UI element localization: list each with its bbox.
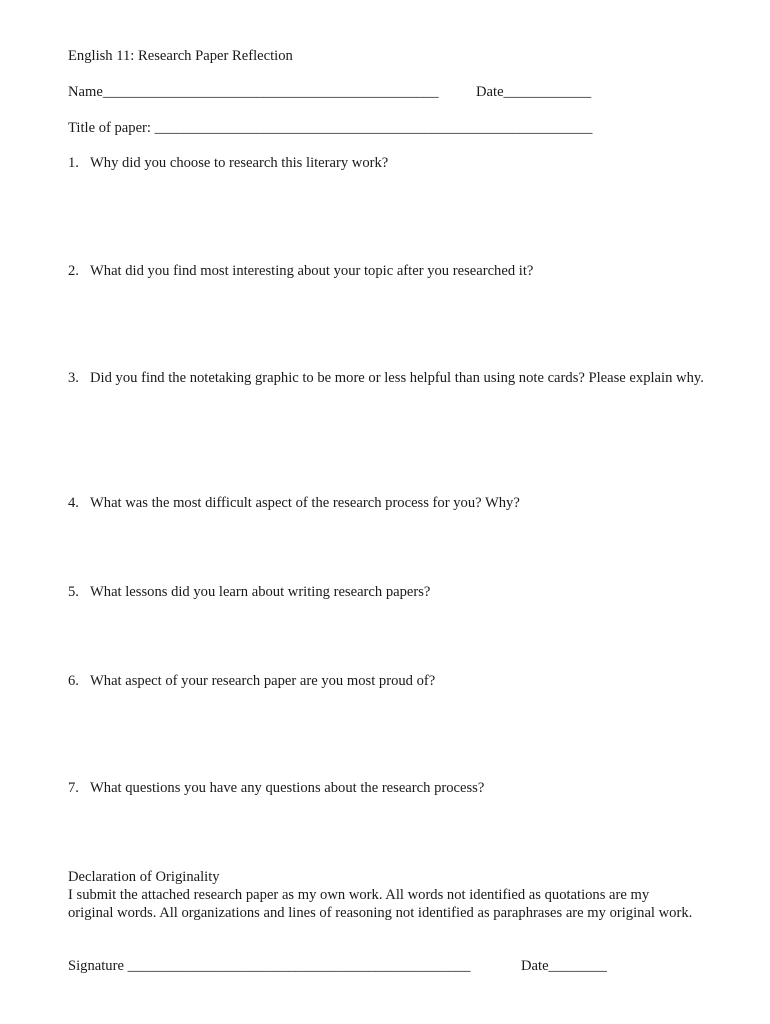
signature-field: Signature _______________________________________________ bbox=[68, 958, 471, 974]
declaration-of-originality bbox=[68, 868, 698, 922]
question-4 bbox=[68, 494, 708, 512]
question-number: 6. bbox=[68, 673, 79, 689]
question-number: 1. bbox=[68, 155, 79, 171]
question-text: What did you find most interesting about your topic after you researched it? bbox=[90, 263, 534, 279]
question-text: What lessons did you learn about writing research papers? bbox=[90, 584, 431, 600]
question-2 bbox=[68, 262, 708, 280]
signature-date-field: Date________ bbox=[521, 958, 607, 974]
question-text: What aspect of your research paper are you most proud of? bbox=[90, 673, 436, 689]
question-text: Did you find the notetaking graphic to be more or less helpful than using note cards? Please explain why. bbox=[90, 370, 704, 386]
declaration-heading: Declaration of Originality bbox=[68, 869, 220, 885]
question-text: Why did you choose to research this literary work? bbox=[90, 155, 389, 171]
declaration-body: I submit the attached research paper as my own work. All words not identified as quotations are my original words. All organizations and lines of reasoning not identified as paraphrases are my original work. bbox=[68, 887, 693, 921]
title-of-paper-field: Title of paper: ____________________________________________________________ bbox=[68, 120, 593, 136]
date-field: Date____________ bbox=[476, 84, 592, 100]
question-text: What was the most difficult aspect of the research process for you? Why? bbox=[90, 495, 520, 511]
question-5 bbox=[68, 583, 708, 601]
question-1 bbox=[68, 154, 708, 172]
question-text: What questions you have any questions about the research process? bbox=[90, 780, 485, 796]
question-6 bbox=[68, 672, 708, 690]
question-number: 2. bbox=[68, 263, 79, 279]
name-field: Name______________________________________________ bbox=[68, 84, 439, 100]
question-number: 5. bbox=[68, 584, 79, 600]
question-3 bbox=[68, 369, 708, 387]
question-number: 3. bbox=[68, 370, 79, 386]
question-number: 7. bbox=[68, 780, 79, 796]
document-title: English 11: Research Paper Reflection bbox=[68, 48, 293, 64]
question-number: 4. bbox=[68, 495, 79, 511]
question-7 bbox=[68, 779, 708, 797]
